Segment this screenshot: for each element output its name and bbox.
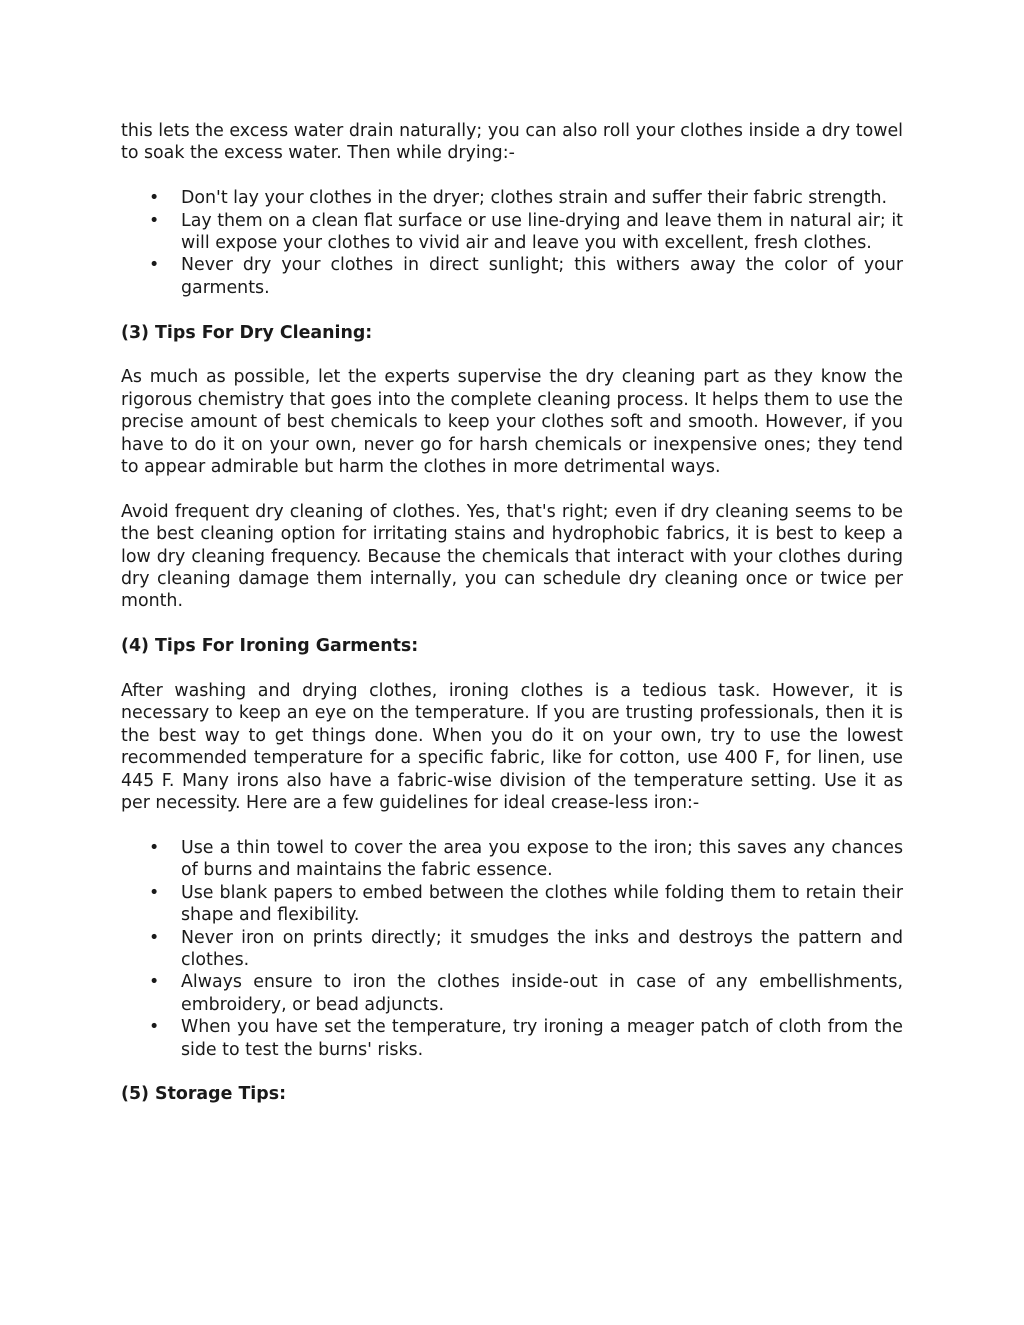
ironing-paragraph: After washing and drying clothes, ironing clothes is a tedious task. However, it is necessary to keep an eye on the temperature. If you are trusting professionals, then it is the best way to get things done. When you do it on your own, try to use the lowest recommended temperature for a specific fabric, like for cotton, use 400 F, for linen, use 445 F. Many irons also have a fabric-wise division of the temperature setting. Use it as per necessity. Here are a few guidelines for ideal crease-less iron:- [121, 681, 903, 814]
list-item: • Use a thin towel to cover the area you expose to the iron; this saves any chances of burns and maintains the fabric essence. [121, 837, 903, 882]
list-item: • When you have set the temperature, try ironing a meager patch of cloth from the side to test the burns' risks. [121, 1016, 903, 1061]
list-item: • Use blank papers to embed between the clothes while folding them to retain their shape and flexibility. [121, 882, 903, 927]
dry-cleaning-paragraph: As much as possible, let the experts supervise the dry cleaning part as they know the rigorous chemistry that goes into the complete cleaning process. It helps them to use the precise amount of best chemicals to keep your clothes soft and smooth. However, if you have to do it on your own, never go for harsh chemicals or inexpensive ones; they tend to appear admirable but harm the clothes in more detrimental ways. [121, 367, 903, 478]
ironing-tips-list [121, 837, 903, 1061]
dry-cleaning-paragraph: Avoid frequent dry cleaning of clothes. Yes, that's right; even if dry cleaning seems to be the best cleaning option for irritating stains and hydrophobic fabrics, it is best to keep a low dry cleaning frequency. Because the chemicals that interact with your clothes during dry cleaning damage them internally, you can schedule dry cleaning once or twice per month. [121, 501, 903, 612]
storage-heading: (5) Storage Tips: [121, 1084, 287, 1105]
list-item: • Always ensure to iron the clothes inside-out in case of any embellishments, embroidery, or bead adjuncts. [121, 971, 903, 1016]
drying-tips-list [121, 187, 903, 299]
list-item: • Never iron on prints directly; it smudges the inks and destroys the pattern and clothes. [121, 927, 903, 972]
list-item: • Never dry your clothes in direct sunlight; this withers away the color of your garments. [121, 254, 903, 299]
intro-paragraph: this lets the excess water drain naturally; you can also roll your clothes inside a dry towel to soak the excess water. Then while drying:- [121, 121, 903, 164]
dry-cleaning-heading: (3) Tips For Dry Cleaning: [121, 322, 373, 343]
list-item: • Lay them on a clean flat surface or use line-drying and leave them in natural air; it will expose your clothes to vivid air and leave you with excellent, fresh clothes. [121, 210, 903, 255]
document-page [121, 120, 903, 1128]
ironing-heading: (4) Tips For Ironing Garments: [121, 636, 419, 657]
list-item: • Don't lay your clothes in the dryer; clothes strain and suffer their fabric strength. [121, 187, 903, 209]
